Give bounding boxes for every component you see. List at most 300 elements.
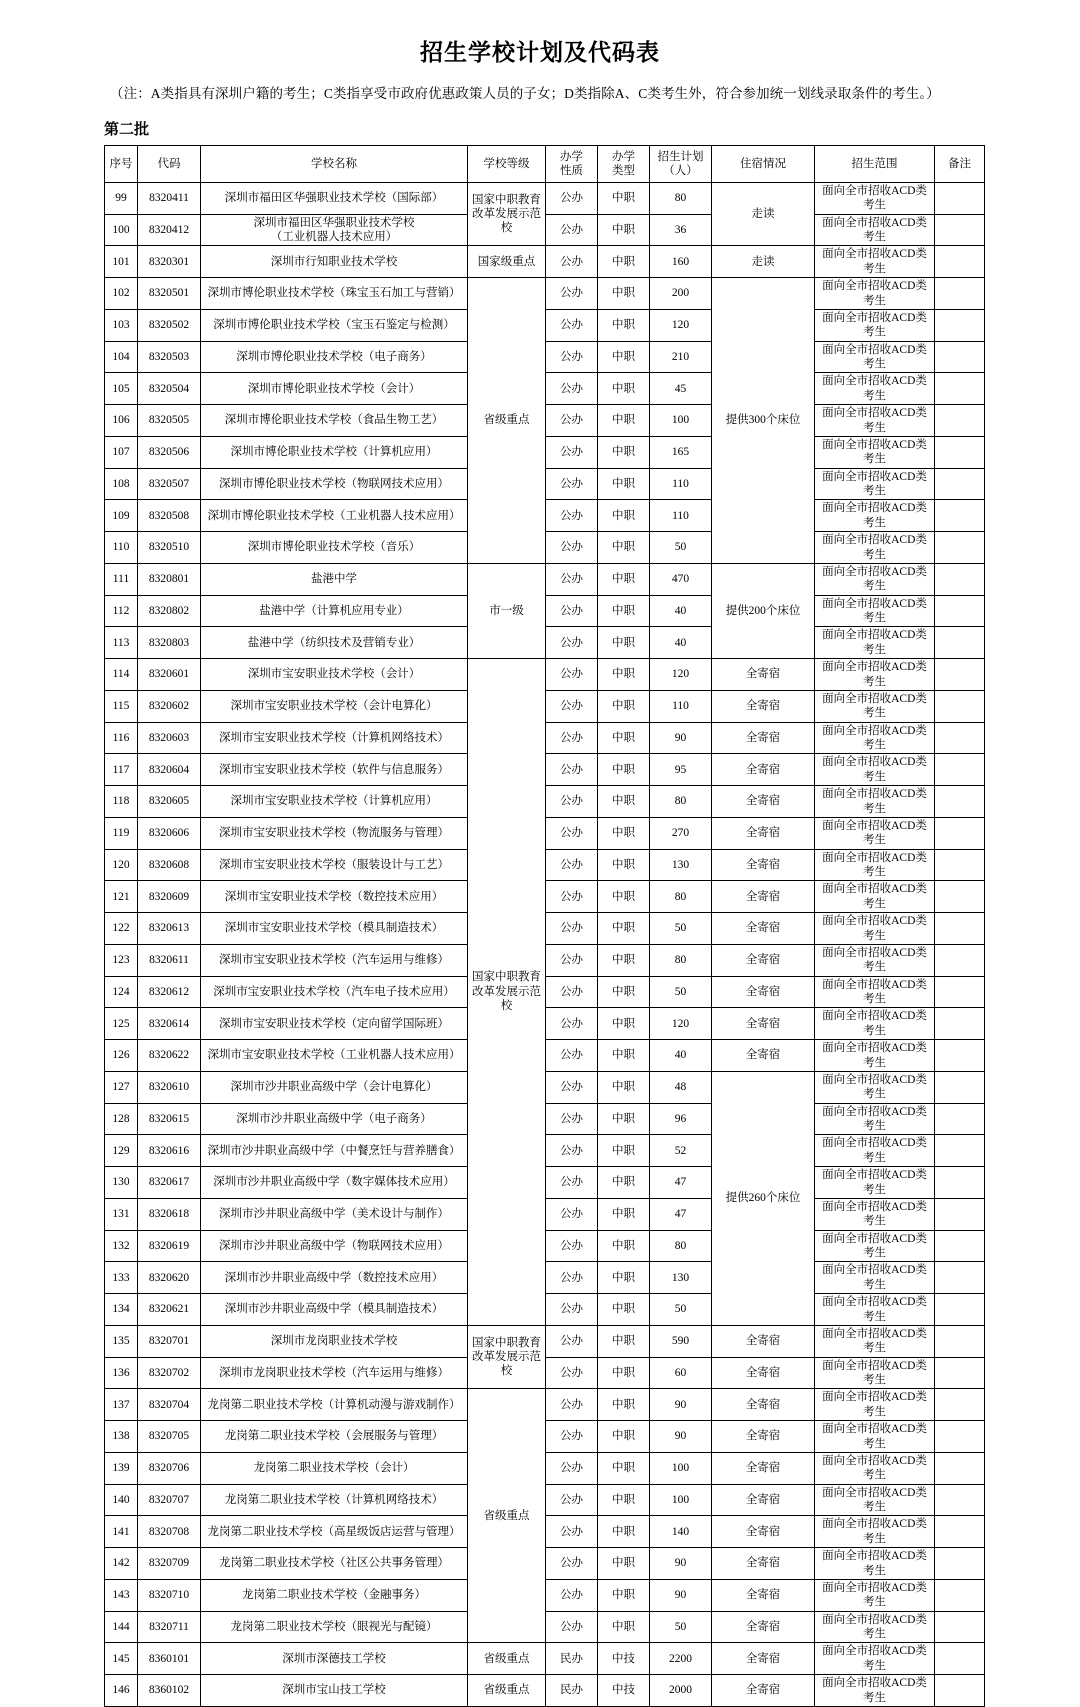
cell-scope: 面向全市招收ACD类考生: [815, 1040, 935, 1072]
school-name-line: 深圳市宝安职业技术学校（会计电算化）: [230, 700, 438, 713]
cell-code: 8320508: [138, 500, 201, 532]
cell-plan: 120: [650, 1008, 712, 1040]
cell-nature: 公办: [546, 881, 598, 913]
cell-scope: 面向全市招收ACD类考生: [815, 1516, 935, 1548]
nature-header-line2: 性质: [560, 164, 583, 177]
cell-seq: 118: [105, 786, 138, 818]
cell-nature: 公办: [546, 1230, 598, 1262]
cell-dorm: 走读: [712, 182, 815, 246]
cell-type: 中职: [598, 436, 650, 468]
cell-seq: 138: [105, 1421, 138, 1453]
cell-code: 8320612: [138, 976, 201, 1008]
cell-code: 8320412: [138, 214, 201, 246]
cell-seq: 132: [105, 1230, 138, 1262]
cell-seq: 122: [105, 913, 138, 945]
cell-nature: 公办: [546, 1389, 598, 1421]
school-name-line: 深圳市博伦职业技术学校（宝玉石鉴定与检测）: [213, 319, 455, 332]
cell-type: 中职: [598, 1516, 650, 1548]
cell-nature: 公办: [546, 1103, 598, 1135]
cell-dorm: 全寄宿: [712, 1421, 815, 1453]
batch-label: 第二批: [104, 120, 150, 138]
cell-code: 8320501: [138, 278, 201, 310]
cell-school-name: [201, 1040, 468, 1072]
cell-type: 中职: [598, 1008, 650, 1040]
cell-code: 8320507: [138, 468, 201, 500]
cell-scope: 面向全市招收ACD类考生: [815, 881, 935, 913]
cell-dorm: 全寄宿: [712, 913, 815, 945]
cell-code: 8320502: [138, 309, 201, 341]
cell-type: 中职: [598, 595, 650, 627]
cell-nature: 公办: [546, 532, 598, 564]
cell-scope: 面向全市招收ACD类考生: [815, 214, 935, 246]
cell-nature: 公办: [546, 1008, 598, 1040]
cell-school-name: [201, 500, 468, 532]
school-name-line: 深圳市深德技工学校: [282, 1652, 386, 1665]
cell-plan: 96: [650, 1103, 712, 1135]
school-name-line: 龙岗第二职业技术学校（计算机动漫与游戏制作）: [207, 1398, 461, 1411]
cell-remark: [935, 1421, 985, 1453]
cell-plan: 2000: [650, 1675, 712, 1707]
cell-scope: 面向全市招收ACD类考生: [815, 1262, 935, 1294]
cell-scope: 面向全市招收ACD类考生: [815, 1643, 935, 1675]
column-header-school-level: 学校等级: [468, 145, 546, 182]
column-header-type: [598, 145, 650, 182]
cell-nature: 公办: [546, 722, 598, 754]
cell-type: 中职: [598, 1198, 650, 1230]
cell-school-name: [201, 278, 468, 310]
cell-code: 8320615: [138, 1103, 201, 1135]
type-header-line2: 类型: [612, 164, 635, 177]
table-row: [105, 1325, 985, 1357]
cell-grade: 省级重点: [468, 1389, 546, 1643]
cell-remark: [935, 246, 985, 278]
cell-remark: [935, 817, 985, 849]
cell-nature: 公办: [546, 786, 598, 818]
cell-remark: [935, 1675, 985, 1707]
cell-remark: [935, 1357, 985, 1389]
column-header-remark: 备注: [935, 145, 985, 182]
cell-plan: 50: [650, 1611, 712, 1643]
table-row: [105, 1675, 985, 1707]
cell-seq: 126: [105, 1040, 138, 1072]
school-name-line: 深圳市沙井职业高级中学（物联网技术应用）: [219, 1239, 449, 1252]
cell-nature: 公办: [546, 1167, 598, 1199]
cell-dorm: 全寄宿: [712, 1389, 815, 1421]
cell-nature: 民办: [546, 1675, 598, 1707]
cell-scope: 面向全市招收ACD类考生: [815, 1071, 935, 1103]
school-name-line: 盐港中学（纺织技术及营销专业）: [247, 636, 421, 649]
cell-scope: 面向全市招收ACD类考生: [815, 659, 935, 691]
cell-nature: 公办: [546, 913, 598, 945]
cell-plan: 130: [650, 1262, 712, 1294]
column-header-seq: 序号: [105, 145, 138, 182]
cell-school-name: [201, 659, 468, 691]
cell-plan: 80: [650, 182, 712, 214]
cell-nature: 公办: [546, 436, 598, 468]
cell-dorm: 全寄宿: [712, 881, 815, 913]
cell-scope: 面向全市招收ACD类考生: [815, 341, 935, 373]
cell-scope: 面向全市招收ACD类考生: [815, 1421, 935, 1453]
cell-code: 8320621: [138, 1294, 201, 1326]
cell-type: 中职: [598, 1103, 650, 1135]
cell-plan: 165: [650, 436, 712, 468]
cell-code: 8320611: [138, 944, 201, 976]
cell-dorm: 全寄宿: [712, 1579, 815, 1611]
cell-dorm: 全寄宿: [712, 1452, 815, 1484]
cell-code: 8320609: [138, 881, 201, 913]
cell-dorm: 全寄宿: [712, 1008, 815, 1040]
cell-type: 中职: [598, 309, 650, 341]
cell-scope: 面向全市招收ACD类考生: [815, 690, 935, 722]
cell-remark: [935, 1071, 985, 1103]
cell-dorm: 提供260个床位: [712, 1071, 815, 1325]
cell-dorm: 全寄宿: [712, 722, 815, 754]
cell-seq: 110: [105, 532, 138, 564]
cell-plan: 90: [650, 722, 712, 754]
cell-remark: [935, 214, 985, 246]
school-name-line: 深圳市沙井职业高级中学（中餐烹饪与营养膳食）: [207, 1144, 461, 1157]
cell-remark: [935, 1389, 985, 1421]
column-header-scope: 招生范围: [815, 145, 935, 182]
cell-code: 8320707: [138, 1484, 201, 1516]
cell-school-name: [201, 913, 468, 945]
cell-type: 中职: [598, 1040, 650, 1072]
table-row: [105, 182, 985, 214]
cell-type: 中职: [598, 1611, 650, 1643]
cell-plan: 47: [650, 1167, 712, 1199]
cell-remark: [935, 881, 985, 913]
cell-code: 8320608: [138, 849, 201, 881]
cell-type: 中职: [598, 690, 650, 722]
cell-code: 8320706: [138, 1452, 201, 1484]
cell-nature: 公办: [546, 1452, 598, 1484]
table-row: [105, 1643, 985, 1675]
cell-plan: 100: [650, 405, 712, 437]
cell-seq: 108: [105, 468, 138, 500]
cell-school-name: [201, 1103, 468, 1135]
cell-school-name: [201, 246, 468, 278]
cell-seq: 137: [105, 1389, 138, 1421]
cell-scope: 面向全市招收ACD类考生: [815, 786, 935, 818]
cell-plan: 60: [650, 1357, 712, 1389]
school-name-line: 深圳市龙岗职业技术学校: [270, 1335, 398, 1348]
page-title: 招生学校计划及代码表: [420, 39, 660, 65]
cell-school-name: [201, 1421, 468, 1453]
cell-remark: [935, 182, 985, 214]
cell-school-name: [201, 881, 468, 913]
cell-plan: 590: [650, 1325, 712, 1357]
cell-seq: 107: [105, 436, 138, 468]
school-name-line: 深圳市宝安职业技术学校（汽车电子技术应用）: [213, 985, 455, 998]
cell-dorm: 全寄宿: [712, 976, 815, 1008]
cell-code: 8320616: [138, 1135, 201, 1167]
cell-seq: 125: [105, 1008, 138, 1040]
cell-code: 8320617: [138, 1167, 201, 1199]
cell-code: 8320610: [138, 1071, 201, 1103]
school-name-line: 深圳市宝安职业技术学校（计算机网络技术）: [219, 731, 449, 744]
cell-scope: 面向全市招收ACD类考生: [815, 468, 935, 500]
school-name-line: 深圳市宝安职业技术学校（软件与信息服务）: [219, 763, 449, 776]
cell-grade: 省级重点: [468, 278, 546, 564]
cell-scope: 面向全市招收ACD类考生: [815, 627, 935, 659]
cell-remark: [935, 1643, 985, 1675]
cell-nature: 公办: [546, 659, 598, 691]
cell-code: 8320614: [138, 1008, 201, 1040]
cell-dorm: 全寄宿: [712, 659, 815, 691]
cell-type: 中职: [598, 786, 650, 818]
cell-remark: [935, 532, 985, 564]
cell-scope: 面向全市招收ACD类考生: [815, 1294, 935, 1326]
cell-school-name: [201, 817, 468, 849]
cell-code: 8320802: [138, 595, 201, 627]
cell-remark: [935, 944, 985, 976]
cell-scope: 面向全市招收ACD类考生: [815, 1103, 935, 1135]
cell-seq: 106: [105, 405, 138, 437]
school-name-line: 龙岗第二职业技术学校（会计）: [253, 1462, 415, 1475]
cell-nature: 公办: [546, 563, 598, 595]
cell-seq: 131: [105, 1198, 138, 1230]
cell-dorm: 全寄宿: [712, 1611, 815, 1643]
cell-plan: 90: [650, 1421, 712, 1453]
cell-nature: 公办: [546, 1135, 598, 1167]
cell-remark: [935, 1516, 985, 1548]
cell-school-name: [201, 563, 468, 595]
cell-nature: 公办: [546, 1357, 598, 1389]
cell-remark: [935, 976, 985, 1008]
table-body: [105, 182, 985, 1706]
cell-seq: 112: [105, 595, 138, 627]
cell-scope: 面向全市招收ACD类考生: [815, 1357, 935, 1389]
cell-seq: 103: [105, 309, 138, 341]
cell-school-name: [201, 1325, 468, 1357]
cell-type: 中职: [598, 341, 650, 373]
cell-plan: 45: [650, 373, 712, 405]
cell-seq: 123: [105, 944, 138, 976]
column-header-plan: [650, 145, 712, 182]
cell-school-name: [201, 1008, 468, 1040]
cell-nature: 公办: [546, 627, 598, 659]
cell-grade: 国家中职教育改革发展示范校: [468, 1325, 546, 1389]
cell-seq: 143: [105, 1579, 138, 1611]
table-row: [105, 278, 985, 310]
cell-seq: 146: [105, 1675, 138, 1707]
school-name-line: 龙岗第二职业技术学校（社区公共事务管理）: [219, 1557, 449, 1570]
cell-dorm: 全寄宿: [712, 786, 815, 818]
cell-type: 中职: [598, 405, 650, 437]
cell-plan: 52: [650, 1135, 712, 1167]
cell-nature: 公办: [546, 1421, 598, 1453]
cell-type: 中职: [598, 468, 650, 500]
admissions-plan-table: [104, 145, 985, 1707]
cell-remark: [935, 627, 985, 659]
school-name-line: 深圳市沙井职业高级中学（美术设计与制作）: [219, 1208, 449, 1221]
school-name-line: 深圳市宝安职业技术学校（服装设计与工艺）: [219, 858, 449, 871]
cell-dorm: 全寄宿: [712, 1484, 815, 1516]
cell-plan: 200: [650, 278, 712, 310]
cell-school-name: [201, 1262, 468, 1294]
cell-nature: 公办: [546, 1484, 598, 1516]
cell-code: 8320620: [138, 1262, 201, 1294]
school-name-line: 深圳市福田区华强职业技术学校: [253, 216, 415, 229]
cell-type: 中职: [598, 659, 650, 691]
cell-nature: 公办: [546, 817, 598, 849]
cell-type: 中职: [598, 722, 650, 754]
cell-remark: [935, 913, 985, 945]
cell-seq: 100: [105, 214, 138, 246]
cell-school-name: [201, 976, 468, 1008]
school-name-line: 深圳市龙岗职业技术学校（汽车运用与维修）: [219, 1366, 449, 1379]
cell-scope: 面向全市招收ACD类考生: [815, 913, 935, 945]
cell-school-name: [201, 1198, 468, 1230]
cell-type: 中职: [598, 754, 650, 786]
school-name-line: 深圳市沙井职业高级中学（数字媒体技术应用）: [213, 1176, 455, 1189]
school-name-line: 深圳市宝安职业技术学校（汽车运用与维修）: [219, 954, 449, 967]
cell-type: 中职: [598, 278, 650, 310]
cell-code: 8320618: [138, 1198, 201, 1230]
cell-nature: 公办: [546, 1262, 598, 1294]
cell-code: 8320606: [138, 817, 201, 849]
cell-seq: 129: [105, 1135, 138, 1167]
cell-dorm: 全寄宿: [712, 944, 815, 976]
cell-scope: 面向全市招收ACD类考生: [815, 754, 935, 786]
cell-scope: 面向全市招收ACD类考生: [815, 1579, 935, 1611]
cell-scope: 面向全市招收ACD类考生: [815, 405, 935, 437]
school-name-line: 龙岗第二职业技术学校（眼视光与配镜）: [230, 1620, 438, 1633]
cell-seq: 105: [105, 373, 138, 405]
cell-remark: [935, 1040, 985, 1072]
cell-type: 中职: [598, 913, 650, 945]
cell-code: 8320708: [138, 1516, 201, 1548]
cell-nature: 公办: [546, 309, 598, 341]
cell-nature: 公办: [546, 214, 598, 246]
cell-plan: 120: [650, 309, 712, 341]
cell-school-name: [201, 1135, 468, 1167]
cell-type: 中职: [598, 1579, 650, 1611]
cell-type: 中职: [598, 976, 650, 1008]
cell-dorm: 全寄宿: [712, 1040, 815, 1072]
cell-dorm: 全寄宿: [712, 1548, 815, 1580]
cell-remark: [935, 563, 985, 595]
cell-code: 8320710: [138, 1579, 201, 1611]
cell-code: 8360101: [138, 1643, 201, 1675]
plan-header-line2: （人）: [663, 164, 698, 177]
cell-scope: 面向全市招收ACD类考生: [815, 722, 935, 754]
cell-dorm: 全寄宿: [712, 690, 815, 722]
school-name-line: 深圳市博伦职业技术学校（电子商务）: [236, 350, 432, 363]
cell-grade: 国家中职教育改革发展示范校: [468, 659, 546, 1326]
cell-school-name: [201, 1071, 468, 1103]
cell-remark: [935, 754, 985, 786]
cell-seq: 140: [105, 1484, 138, 1516]
cell-code: 8320601: [138, 659, 201, 691]
cell-dorm: 全寄宿: [712, 1325, 815, 1357]
cell-scope: 面向全市招收ACD类考生: [815, 373, 935, 405]
cell-type: 中技: [598, 1675, 650, 1707]
cell-type: 中职: [598, 627, 650, 659]
cell-remark: [935, 1262, 985, 1294]
cell-plan: 2200: [650, 1643, 712, 1675]
cell-remark: [935, 373, 985, 405]
cell-seq: 109: [105, 500, 138, 532]
cell-type: 中职: [598, 1389, 650, 1421]
cell-plan: 140: [650, 1516, 712, 1548]
cell-seq: 139: [105, 1452, 138, 1484]
cell-code: 8320301: [138, 246, 201, 278]
cell-scope: 面向全市招收ACD类考生: [815, 1675, 935, 1707]
cell-school-name: [201, 627, 468, 659]
cell-remark: [935, 436, 985, 468]
cell-code: 8320605: [138, 786, 201, 818]
cell-plan: 120: [650, 659, 712, 691]
cell-seq: 102: [105, 278, 138, 310]
school-name-line: 深圳市博伦职业技术学校（会计）: [247, 382, 421, 395]
table-header-row: [105, 145, 985, 182]
school-name-line: 深圳市沙井职业高级中学（数控技术应用）: [224, 1271, 444, 1284]
cell-school-name: [201, 944, 468, 976]
cell-school-name: [201, 182, 468, 214]
cell-seq: 111: [105, 563, 138, 595]
school-name-line: 深圳市沙井职业高级中学（会计电算化）: [230, 1081, 438, 1094]
cell-code: 8320505: [138, 405, 201, 437]
cell-plan: 50: [650, 976, 712, 1008]
cell-scope: 面向全市招收ACD类考生: [815, 246, 935, 278]
cell-seq: 101: [105, 246, 138, 278]
cell-dorm: 全寄宿: [712, 817, 815, 849]
cell-type: 中职: [598, 849, 650, 881]
cell-type: 中职: [598, 1357, 650, 1389]
cell-remark: [935, 1008, 985, 1040]
cell-type: 中职: [598, 1071, 650, 1103]
cell-type: 中职: [598, 1262, 650, 1294]
cell-grade: 省级重点: [468, 1643, 546, 1675]
cell-plan: 90: [650, 1389, 712, 1421]
cell-type: 中职: [598, 1421, 650, 1453]
cell-remark: [935, 1230, 985, 1262]
cell-seq: 120: [105, 849, 138, 881]
cell-seq: 115: [105, 690, 138, 722]
cell-scope: 面向全市招收ACD类考生: [815, 1135, 935, 1167]
school-name-line: 深圳市沙井职业高级中学（电子商务）: [236, 1112, 432, 1125]
table-row: [105, 1389, 985, 1421]
cell-school-name: [201, 1484, 468, 1516]
school-name-line: 龙岗第二职业技术学校（会展服务与管理）: [224, 1430, 444, 1443]
cell-nature: 公办: [546, 468, 598, 500]
cell-type: 中职: [598, 1325, 650, 1357]
cell-code: 8320622: [138, 1040, 201, 1072]
school-name-line: 深圳市博伦职业技术学校（食品生物工艺）: [224, 414, 444, 427]
cell-dorm: 全寄宿: [712, 1643, 815, 1675]
cell-dorm: 全寄宿: [712, 1357, 815, 1389]
cell-seq: 99: [105, 182, 138, 214]
school-name-line: 深圳市福田区华强职业技术学校（国际部）: [224, 192, 444, 205]
cell-plan: 50: [650, 913, 712, 945]
cell-scope: 面向全市招收ACD类考生: [815, 436, 935, 468]
cell-type: 中职: [598, 817, 650, 849]
eligibility-note: （注：A类指具有深圳户籍的考生；C类指享受市政府优惠政策人员的子女；D类指除A、C类考生外，符合参加统一划线录取条件的考生。）: [110, 86, 940, 101]
cell-nature: 公办: [546, 690, 598, 722]
column-header-school-name: 学校名称: [201, 145, 468, 182]
school-name-line: 深圳市宝安职业技术学校（工业机器人技术应用）: [207, 1049, 461, 1062]
cell-school-name: [201, 786, 468, 818]
school-name-line: 深圳市宝安职业技术学校（物流服务与管理）: [219, 827, 449, 840]
cell-scope: 面向全市招收ACD类考生: [815, 1325, 935, 1357]
table-row: [105, 659, 985, 691]
cell-remark: [935, 278, 985, 310]
cell-type: 中职: [598, 373, 650, 405]
cell-school-name: [201, 1643, 468, 1675]
school-name-line: 深圳市博伦职业技术学校（物联网技术应用）: [219, 477, 449, 490]
cell-code: 8320702: [138, 1357, 201, 1389]
